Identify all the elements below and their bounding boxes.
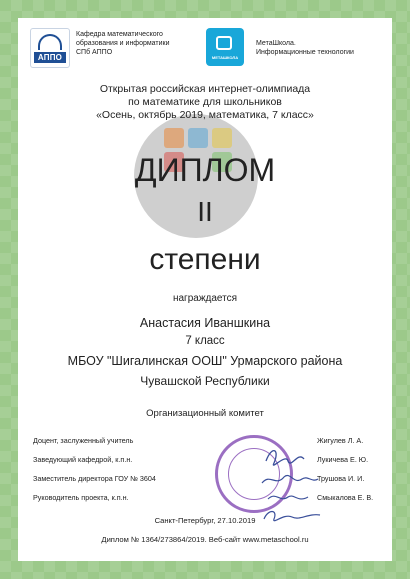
school-line-1: МБОУ "Шигалинская ООШ" Урмарского района <box>67 354 343 368</box>
committee-name-2: Лукичева Е. Ю. <box>317 455 369 464</box>
committee-role-3: Заместитель директора ГОУ № 3604 <box>33 474 156 483</box>
diploma-degree: II <box>197 196 213 227</box>
watermark-tile <box>164 128 184 148</box>
committee-role-2: Заведующий кафедрой, к.п.н. <box>33 455 133 464</box>
committee-title: Организационный комитет <box>146 408 264 419</box>
appo-logo <box>30 28 70 68</box>
committee-name-3: Трушова И. И. <box>317 474 365 483</box>
awarded-label: награждается <box>172 293 238 304</box>
department-caption: Кафедра математического образования и информатики СПб АППО <box>76 31 170 56</box>
awardee-grade: 7 класс <box>185 335 225 347</box>
olympiad-line-1: Открытая российская интернет-олимпиада <box>99 83 311 95</box>
olympiad-line-2: по математике для школьников <box>128 96 282 108</box>
olympiad-line-3: «Осень, октябрь 2019, математика, 7 класс» <box>96 109 314 121</box>
committee-name-1: Жигулев Л. А. <box>317 436 364 445</box>
watermark-tile <box>188 128 208 148</box>
appo-logo-text: АППО <box>34 52 66 63</box>
diploma-sheet <box>18 18 392 561</box>
place-date: Санкт-Петербург, 27.10.2019 <box>154 516 256 525</box>
diploma-degree-word: степени <box>149 243 261 276</box>
diploma-number: Диплом № 1364/273864/2019. Веб-сайт www.metaschool.ru <box>101 535 309 544</box>
school-line-2: Чувашской Республики <box>140 374 270 388</box>
committee-role-1: Доцент, заслуженный учитель <box>33 436 134 445</box>
appo-arch-icon <box>38 34 62 50</box>
metaschool-caption: МетаШкола. Информационные технологии <box>256 40 354 56</box>
signature-1 <box>266 451 304 465</box>
committee-role-4: Руководитель проекта, к.п.н. <box>33 493 129 502</box>
signature-2 <box>262 475 318 483</box>
watermark-tile <box>212 128 232 148</box>
metaschool-logo <box>206 28 244 66</box>
signature-3 <box>268 496 308 499</box>
metaschool-logo-text: МЕТАШКОЛА <box>211 55 239 60</box>
awardee-name: Анастасия Иваншкина <box>139 316 271 330</box>
committee-name-4: Смыкалова Е. В. <box>317 493 374 502</box>
diploma-title: ДИПЛОМ <box>134 152 276 188</box>
metaschool-board-icon <box>216 36 232 50</box>
